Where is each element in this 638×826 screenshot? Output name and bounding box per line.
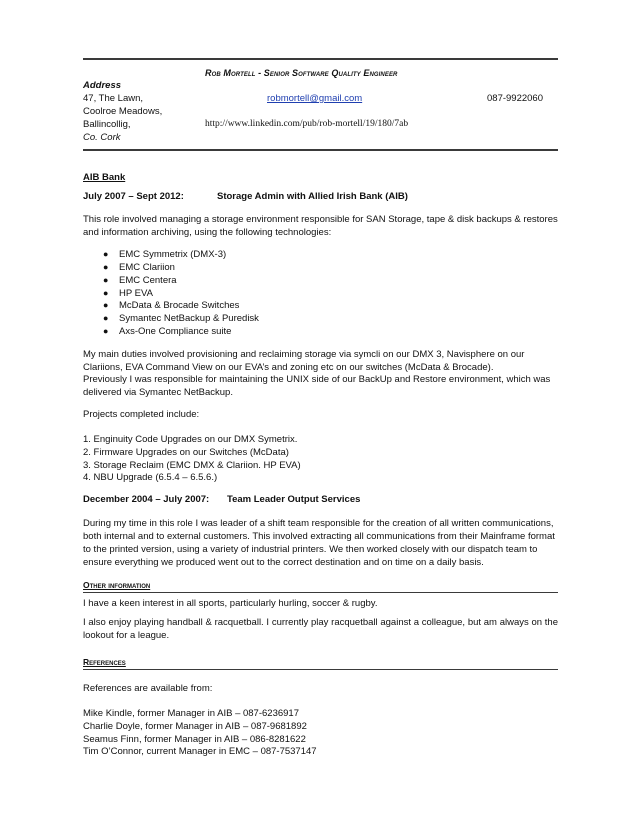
project-item: 4. NBU Upgrade (6.5.4 – 6.5.6.) [83,472,218,483]
reference-item: Tim O’Connor, current Manager in EMC – 087-7537147 [83,746,317,757]
job1-dates: July 2007 – Sept 2012: [83,191,184,202]
reference-item: Seamus Finn, former Manager in AIB – 086-8281622 [83,734,306,745]
bullet-icon: ● [103,262,109,272]
reference-item: Mike Kindle, former Manager in AIB – 087-6236917 [83,708,299,719]
email-link[interactable]: robmortell@gmail.com [267,93,363,104]
job1-intro: This role involved managing a storage environment responsible for SAN Storage, tape & disk backups & restores and information archiving, using the following technologies: [83,214,558,238]
bullet-icon: ● [103,326,109,336]
job1-previous-duties: Previously I was responsible for maintaining the UNIX side of our BackUp and Restore environment, which was delivered via Symantec NetBackup. [83,374,551,398]
linkedin-url[interactable]: http://www.linkedin.com/pub/rob-mortell/19/180/7ab [205,119,409,129]
address-line-1: 47, The Lawn, [83,93,144,104]
address-line-3: Ballincollig, [83,119,131,130]
address-county: Co. Cork [83,132,121,143]
bullet-icon: ● [103,288,109,298]
other-info-line-1: I have a keen interest in all sports, particularly hurling, soccer & rugby. [83,598,378,609]
job2-dates: December 2004 – July 2007: [83,494,210,505]
references-intro: References are available from: [83,683,213,694]
other-info-rule [83,592,558,593]
references-rule [83,669,558,670]
job1-role: Storage Admin with Allied Irish Bank (AIB) [217,191,408,202]
phone-number: 087-9922060 [487,93,543,104]
bullet-icon: ● [103,249,109,259]
employer-name: AIB Bank [83,172,126,183]
job2-description: During my time in this role I was leader of a shift team responsible for the creation of all written communications, both internal and to external customers. This involved extracting all communications from their Mainframe format to the printed version, using a variety of industrial printers. We then worked closely with our dispatch team to ensure everything we produced went out to the correct destination and on time on a daily basis. [83,518,555,568]
address-line-2: Coolroe Meadows, [83,106,163,117]
other-info-heading: Other information [83,580,151,590]
projects-label: Projects completed include: [83,409,200,420]
address-label: Address [83,80,122,91]
job2-role: Team Leader Output Services [227,494,361,505]
bullet-icon: ● [103,275,109,285]
project-item: 2. Firmware Upgrades on our Switches (McData) [83,447,289,458]
bullet-icon: ● [103,313,109,323]
job1-duties: My main duties involved provisioning and reclaiming storage via symcli on our DMX 3, Navisphere on our Clariions, EVA Command View on our EVA’s and zoning etc on our switches (McData & Brocade). [83,349,525,373]
bullet-icon: ● [103,300,109,310]
project-item: 3. Storage Reclaim (EMC DMX & Clariion. HP EVA) [83,460,301,471]
top-rule [83,58,558,60]
header-rule [83,149,558,151]
project-item: 1. Enginuity Code Upgrades on our DMX Symetrix. [83,434,298,445]
references-heading: References [83,657,126,667]
page-title: Rob Mortell - Senior Software Quality Engineer [205,68,398,78]
other-info-line-2: I also enjoy playing handball & racquetball. I currently play racquetball against a colleague, but am always on the lookout for a league. [83,617,558,641]
reference-item: Charlie Doyle, former Manager in AIB – 087-9681892 [83,721,307,732]
